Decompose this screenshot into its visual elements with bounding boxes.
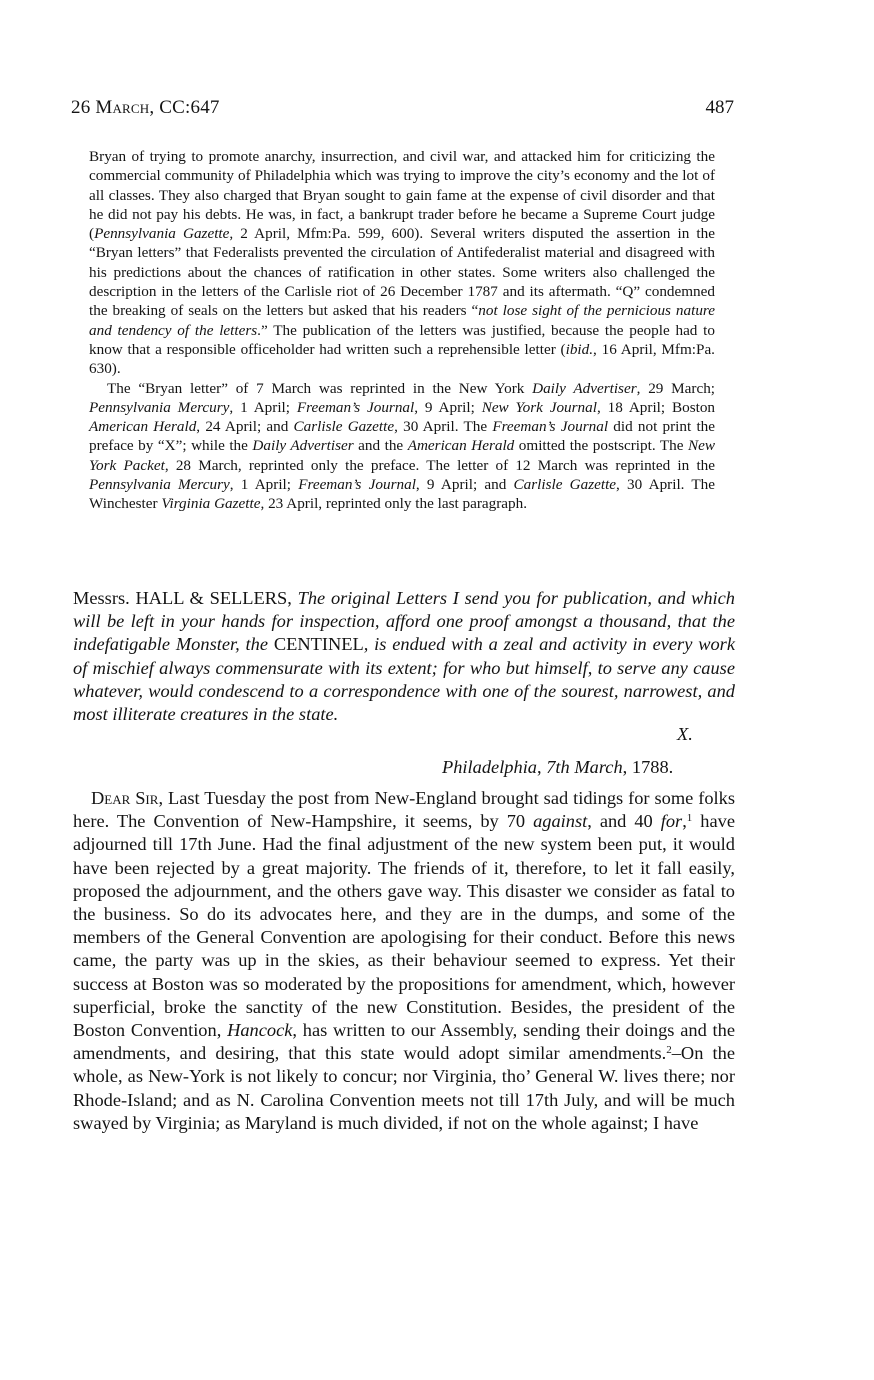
note-italic: Pennsylvania Mercury xyxy=(89,476,230,494)
letter-italic: for xyxy=(660,811,683,832)
preface-italic: The original Letters I send you for publication, and which will be left in your hands for inspection, afford one proof amongst a thousand, that the indefatigable Monster, the xyxy=(73,588,735,655)
note-text: , 30 April. The xyxy=(394,418,493,436)
note-text: , 18 April; Boston xyxy=(596,398,716,416)
letter-paragraph xyxy=(73,787,735,1135)
header-doc-id: , CC:647 xyxy=(149,97,220,118)
note-text: , 9 April; xyxy=(414,398,482,416)
page-number: 487 xyxy=(705,97,734,118)
publisher-preface xyxy=(73,587,735,726)
preface-paragraph xyxy=(73,587,735,726)
dateline-year: , 1788. xyxy=(622,757,674,777)
note-italic: American Herald xyxy=(407,437,515,455)
note-italic: Carlisle Gazette xyxy=(513,476,617,494)
letter-italic: against xyxy=(533,811,588,832)
note-italic: Daily Advertiser xyxy=(532,379,637,397)
dateline-separator: , xyxy=(537,757,547,777)
note-text: , 29 March; xyxy=(636,379,716,397)
note-text: , 30 April. The Winchester xyxy=(89,476,715,513)
note-text: omitted the postscript. The xyxy=(514,437,688,455)
note-text: , 16 April, Mfm:Pa. 630). xyxy=(89,340,715,378)
header-month: March xyxy=(95,97,150,118)
preface-signature: X. xyxy=(677,724,693,744)
note-italic: Carlisle Gazette xyxy=(293,418,395,436)
note-text: , 1 April; xyxy=(229,476,299,494)
footnote-ref: 1 xyxy=(686,812,693,825)
note-paragraph xyxy=(89,379,715,514)
note-italic: Freeman’s Journal xyxy=(296,398,415,416)
note-italic: New York Journal xyxy=(481,398,597,416)
letter-dateline xyxy=(442,757,673,778)
note-italic: not lose sight of the pernicious nature and tendency of the letters xyxy=(89,302,716,339)
preface-centinel: CENTINEL xyxy=(273,634,364,655)
note-italic: New York Packet xyxy=(89,437,716,474)
header-day: 26 xyxy=(71,97,91,118)
editorial-note xyxy=(89,147,715,514)
note-italic: Freeman’s Journal xyxy=(298,476,416,494)
letter-text: , and 40 xyxy=(587,811,661,832)
note-italic: Virginia Gazette xyxy=(161,495,261,513)
dateline-day: 7th March xyxy=(546,757,623,777)
footnote-ref: 2 xyxy=(666,1044,672,1057)
note-italic: Pennsylvania Gazette xyxy=(94,225,230,243)
note-text: Bryan of trying to promote anarchy, insurrection, and civil war, and attacked him for criticizing the commercial community of Philadelphia which was trying to improve the city’s economy and the lot of all classes. They also charged that Bryan sought to gain fame at the expense of civil disorder and that he did not pay his debts. He was, in fact, a bankrupt trader before he became a Supreme Court judge ( xyxy=(89,148,715,243)
note-text: , 2 April, Mfm:Pa. 599, 600). Several writers disputed the assertion in the “Bryan letters” that Federalists prevented the circulation of Antifederalist material and disagreed with his predictions about the chances of ratification in other states. Some writers also challenged the description in the letters of the Carlisle riot of 26 December 1787 and its aftermath. “Q” condemned the breaking of seals on the letters but asked that his readers “ xyxy=(89,225,715,320)
note-italic: Freeman’s Journal xyxy=(492,418,609,436)
note-text: , 1 April; xyxy=(229,398,297,416)
running-head-date xyxy=(71,97,220,119)
note-text: , 9 April; and xyxy=(415,476,514,494)
note-text: did not print the preface by “X”; while the xyxy=(89,418,715,455)
letter-italic: Hancock xyxy=(227,1020,293,1041)
letter-salutation: Dear Sir xyxy=(91,788,159,808)
letter-body xyxy=(73,787,735,1135)
note-italic: Pennsylvania Mercury xyxy=(89,398,230,416)
note-text: , 23 April, reprinted only the last paragraph. xyxy=(260,495,528,513)
letter-text: , Last Tuesday the post from New-England brought sad tidings for some folks here. The Convention of New-Hampshire, it seems, by 70 xyxy=(73,788,735,832)
letter-text: , xyxy=(682,811,687,832)
letter-text: –On the whole, as New-York is not likely to concur; nor Virginia, tho’ General W. lives there; nor Rhode-Island; and as N. Carolina Convention meets not till 17th July, and will be much swayed by Virginia; as Maryland is much divided, if not on the whole against; I have xyxy=(73,1043,735,1133)
note-text: , 24 April; and xyxy=(196,418,294,436)
dateline-place: Philadelphia xyxy=(442,757,538,777)
preface-addressee: Messrs. HALL & SELLERS, xyxy=(73,588,298,608)
running-header xyxy=(71,97,734,125)
note-text: .” The publication of the letters was justified, because the people had to know that a responsible officeholder had written such a reprehensible letter ( xyxy=(89,321,715,358)
note-italic: American Herald xyxy=(89,418,197,436)
note-text: The “Bryan letter” of 7 March was reprinted in the New York xyxy=(107,379,533,397)
note-italic: ibid. xyxy=(565,340,594,358)
note-text: , 28 March, reprinted only the preface. The letter of 12 March was reprinted in the xyxy=(164,456,715,474)
note-italic: Daily Advertiser xyxy=(252,437,354,455)
preface-italic: , is endued with a zeal and activity in every work of mischief always commensurate with its extent; for who but himself, to serve any cause whatever, would condescend to a correspondence with one of the sourest, narrowest, and most illiterate creatures in the state. xyxy=(73,634,735,725)
note-text: and the xyxy=(353,437,408,455)
letter-text: have adjourned till 17th June. Had the final adjustment of the new system been put, it would have been rejected by a great majority. The friends of it, therefore, to let it fall easily, proposed the adjournment, and the others gave way. This disaster we consider as fatal to the business. So do its advocates here, and they are in the dumps, and some of the members of the General Convention are apologising for their conduct. Before this news came, the party was up in the skies, as their behaviour seemed to express. Yet their success at Boston was so moderated by the propositions for amendment, which, however superficial, broke the sanctity of the new Constitution. Besides, the president of the Boston Convention, xyxy=(73,811,735,1041)
letter-text: , has written to our Assembly, sending their doings and the amendments, and desiring, that this state would adopt similar amendments. xyxy=(73,1020,735,1064)
note-paragraph xyxy=(89,147,715,379)
